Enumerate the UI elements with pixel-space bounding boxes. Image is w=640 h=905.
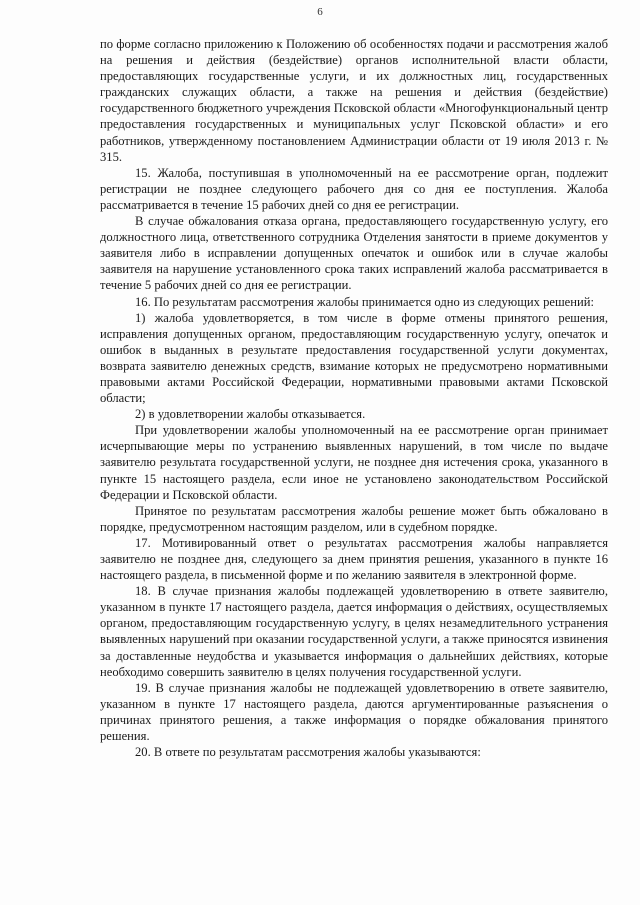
paragraph-18: 18. В случае признания жалобы подлежащей удовлетворению в ответе заявителю, указанном в пункте 17 настоящего раздела, дается информация о действиях, осуществляемых органом, предоставляющим государственную услугу, в целях незамедлительного устранения выявленных нарушений при оказании государственной услуги, а также приносятся извинения за доставленные неудобства и указывается информация о дальнейших действиях, которые необходимо совершить заявителю в целях получения государственной услуги. <box>100 584 608 679</box>
paragraph-satisfaction-measures: При удовлетворении жалобы уполномоченный на ее рассмотрение орган принимает исчерпывающие меры по устранению выявленных нарушений, в том числе по выдаче заявителю результата государственной услуги, не позднее дня истечения срока, указанного в пункте 15 настоящего раздела, если иное не установлено законодательством Российской Федерации и Псковской области. <box>100 423 608 502</box>
paragraph-appeal: Принятое по результатам рассмотрения жалобы решение может быть обжаловано в порядке, предусмотренном настоящим разделом, или в судебном порядке. <box>100 503 608 534</box>
paragraph-16: 16. По результатам рассмотрения жалобы принимается одно из следующих решений: <box>135 294 594 309</box>
paragraph-15: 15. Жалоба, поступившая в уполномоченный на ее рассмотрение орган, подлежит регистрации не позднее следующего рабочего дня со дня ее поступления. Жалоба рассматривается в течение 15 рабочих дней со дня ее регистрации. <box>100 165 608 212</box>
paragraph-16-decision-1: 1) жалоба удовлетворяется, в том числе в форме отмены принятого решения, исправления допущенных органом, предоставляющим государственную услугу, опечаток и ошибок в выданных в результате предоставления государственной услуги документах, возврата заявителю денежных средств, взимание которых не предусмотрено нормативными правовыми актами Российской Федерации, нормативными правовыми актами Псковской области; <box>100 310 608 406</box>
paragraph-20: 20. В ответе по результатам рассмотрения жалобы указываются: <box>135 745 481 760</box>
paragraph-15-refusal-case: В случае обжалования отказа органа, предоставляющего государственную услугу, его должностного лица, ответственного сотрудника Отделения занятости в приеме документов у заявителя либо в исправлении допущенных опечаток и ошибок или в случае жалобы заявителя на нарушение установленного срока таких исправлений жалоба рассматривается в течение 5 рабочих дней со дня ее регистрации. <box>100 214 608 293</box>
paragraph-17: 17. Мотивированный ответ о результатах рассмотрения жалобы направляется заявителю не позднее дня, следующего за днем принятия решения, указанного в пункте 16 настоящего раздела, в письменной форме и по желанию заявителя в электронной форме. <box>100 535 608 583</box>
paragraph-16-decision-2: 2) в удовлетворении жалобы отказывается. <box>135 407 366 422</box>
document-body <box>100 36 608 760</box>
paragraph-appendix-reference: по форме согласно приложению к Положению об особенностях подачи и рассмотрения жалоб на решения и действия (бездействие) органов исполнительной власти области, предоставляющих государственные услуги, и их должностных лиц, государственных гражданских служащих области, а также на решения и действия (бездействие) государственного бюджетного учреждения Псковской области «Многофункциональный центр предоставления государственных и муниципальных услуг Псковской области» и его работников, утвержденному постановлением Администрации области от 19 июля 2013 г. № 315. <box>100 37 608 164</box>
paragraph-19: 19. В случае признания жалобы не подлежащей удовлетворению в ответе заявителю, указанном в пункте 17 настоящего раздела, даются аргументированные разъяснения о причинах принятого решения, а также информация о порядке обжалования принятого решения. <box>100 680 608 744</box>
page-number: 6 <box>317 6 323 18</box>
